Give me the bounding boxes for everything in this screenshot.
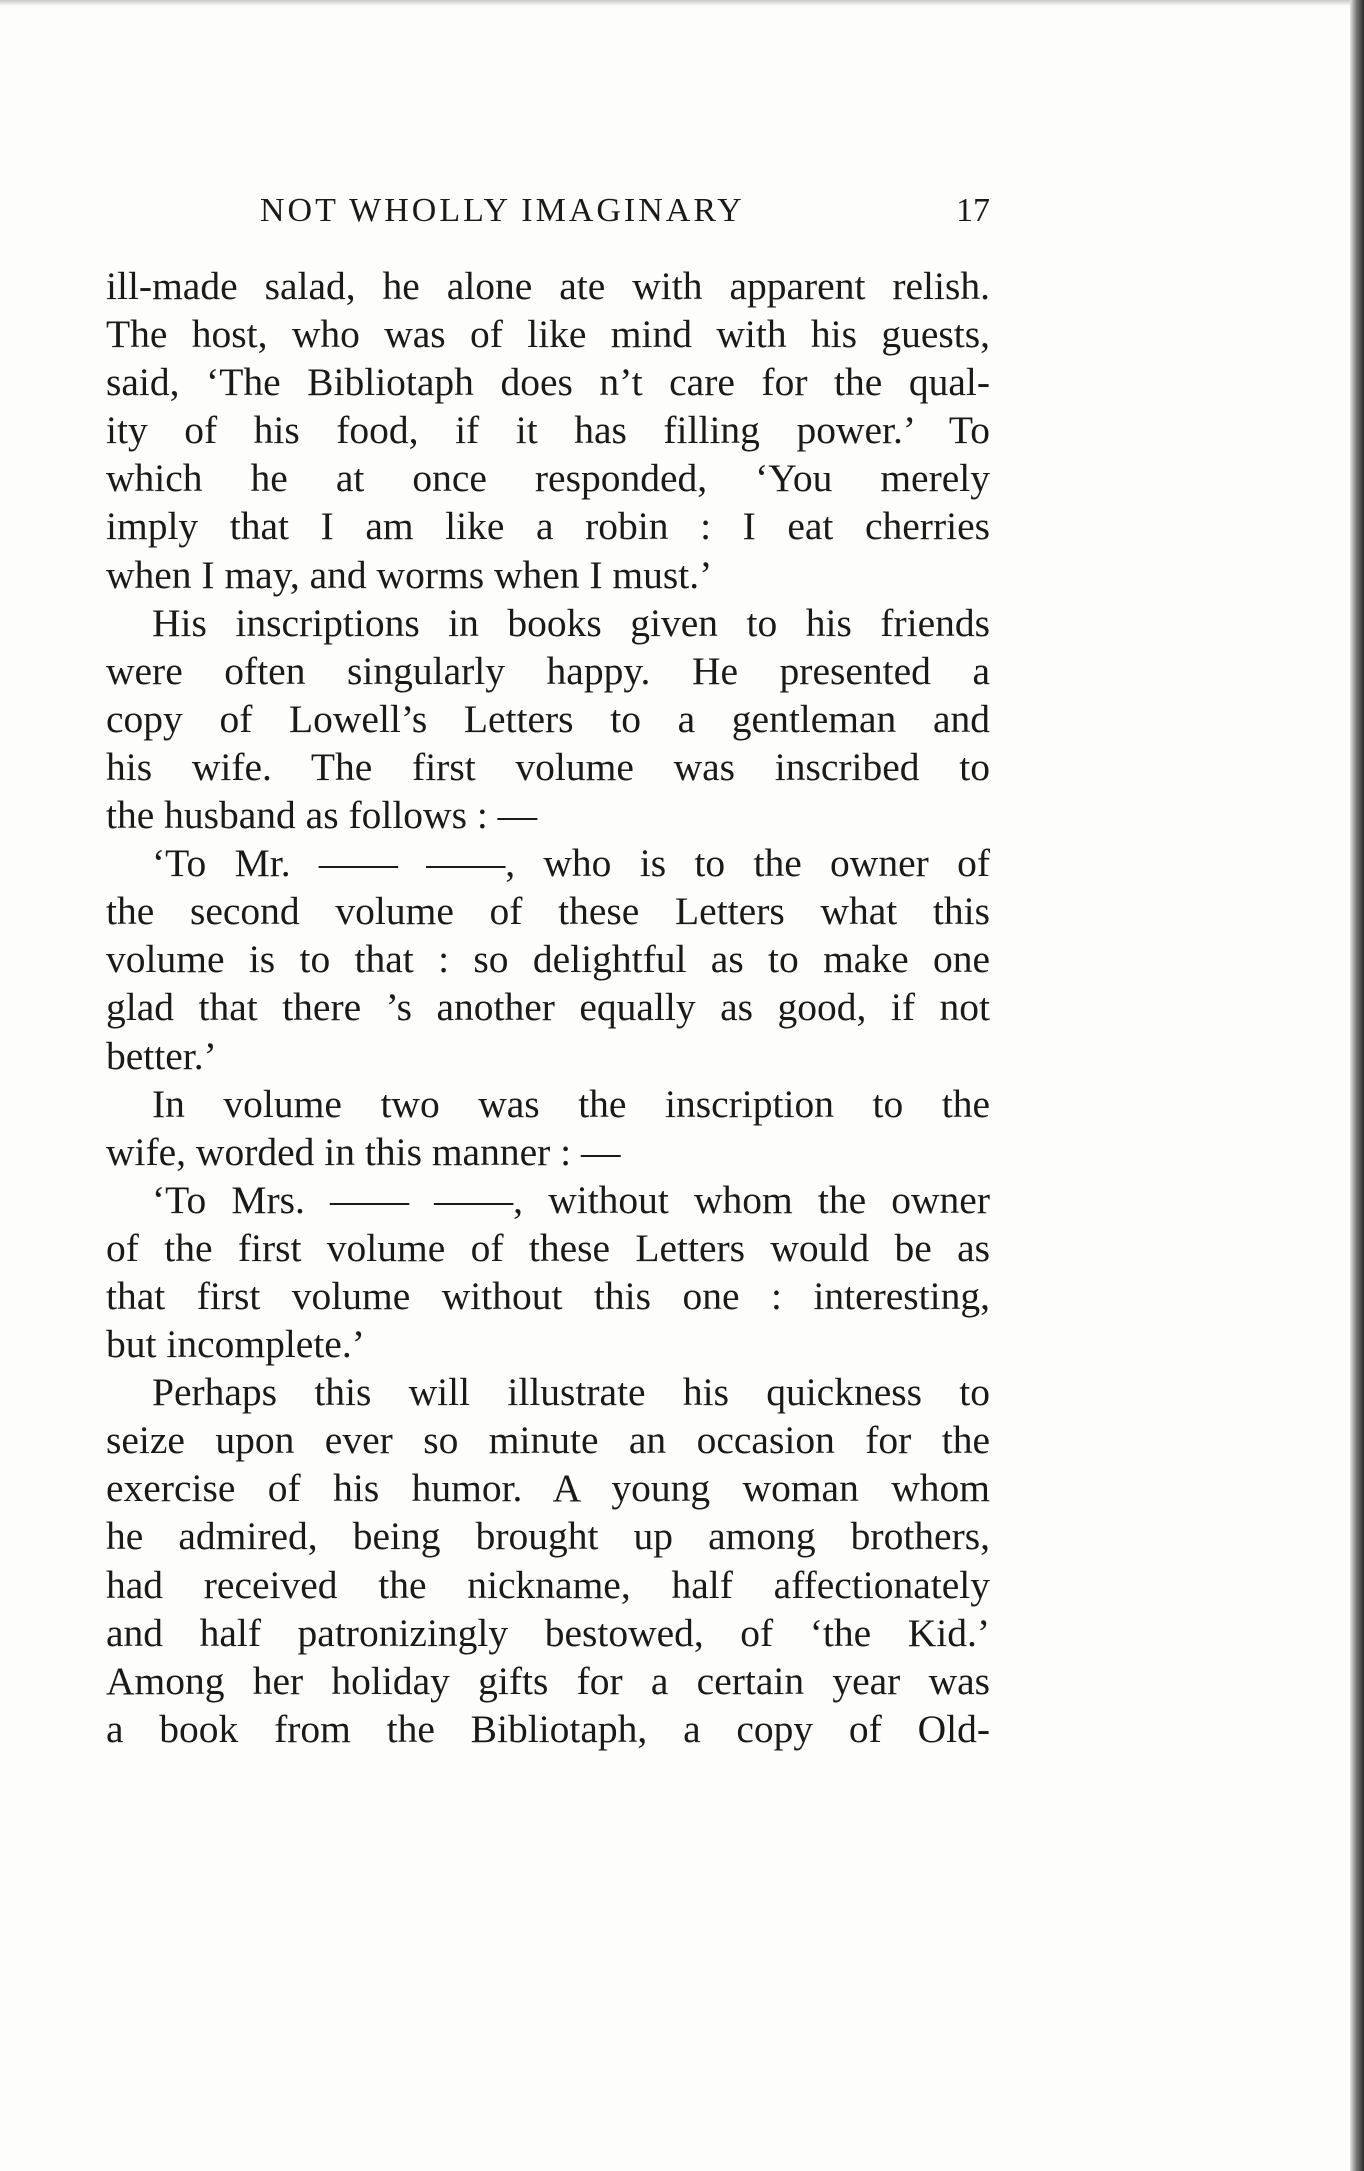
text-line: ill-made salad, he alone ate with apparent relish. xyxy=(106,264,990,308)
text-line: Among her holiday gifts for a certain year was xyxy=(106,1658,990,1703)
body-text xyxy=(106,262,990,1753)
text-line: volume is to that : so delightful as to make one xyxy=(106,937,990,982)
text-line: the husband as follows : — xyxy=(106,793,538,838)
text-line: ‘To Mrs. —— ——, without whom the owner xyxy=(152,1177,990,1222)
text-line: copy of Lowell’s Letters to a gentleman and xyxy=(106,696,990,741)
text-line: were often singularly happy. He presented a xyxy=(106,648,990,693)
text-line: wife, worded in this manner : — xyxy=(106,1129,621,1174)
text-line: he admired, being brought up among brothers, xyxy=(106,1514,990,1559)
text-line: that first volume without this one : interesting, xyxy=(106,1273,990,1318)
text-line: of the first volume of these Letters would be as xyxy=(106,1225,990,1270)
page-binding-edge xyxy=(1350,0,1364,2171)
text-line: In volume two was the inscription to the xyxy=(152,1081,990,1126)
text-line: better.’ xyxy=(106,1033,217,1078)
text-line: a book from the Bibliotaph, a copy of Old- xyxy=(106,1706,990,1751)
text-line: ity of his food, if it has filling power.’ To xyxy=(106,408,990,453)
text-line: when I may, and worms when I must.’ xyxy=(106,552,713,597)
text-line: Perhaps this will illustrate his quickness to xyxy=(152,1370,990,1415)
page-number: 17 xyxy=(956,192,990,229)
text-line: his wife. The first volume was inscribed to xyxy=(106,744,990,789)
text-line: imply that I am like a robin : I eat cherries xyxy=(106,504,990,549)
running-head xyxy=(110,192,990,242)
text-line: but incomplete.’ xyxy=(106,1322,365,1367)
text-line: had received the nickname, half affectionately xyxy=(106,1562,990,1607)
text-line: the second volume of these Letters what this xyxy=(106,889,990,934)
text-line: seize upon ever so minute an occasion for the xyxy=(106,1418,990,1463)
running-title: NOT WHOLLY IMAGINARY xyxy=(260,192,745,229)
text-line: ‘To Mr. —— ——, who is to the owner of xyxy=(152,841,990,886)
text-line: said, ‘The Bibliotaph does n’t care for the qual- xyxy=(106,360,990,405)
text-line: His inscriptions in books given to his friends xyxy=(152,600,990,645)
text-line: which he at once responded, ‘You merely xyxy=(106,456,990,501)
text-line: glad that there ’s another equally as good, if not xyxy=(106,985,990,1030)
text-line: The host, who was of like mind with his guests, xyxy=(106,312,990,357)
text-line: exercise of his humor. A young woman whom xyxy=(106,1466,990,1511)
text-line: and half patronizingly bestowed, of ‘the Kid.’ xyxy=(106,1610,990,1655)
page-top-edge xyxy=(0,0,1364,6)
